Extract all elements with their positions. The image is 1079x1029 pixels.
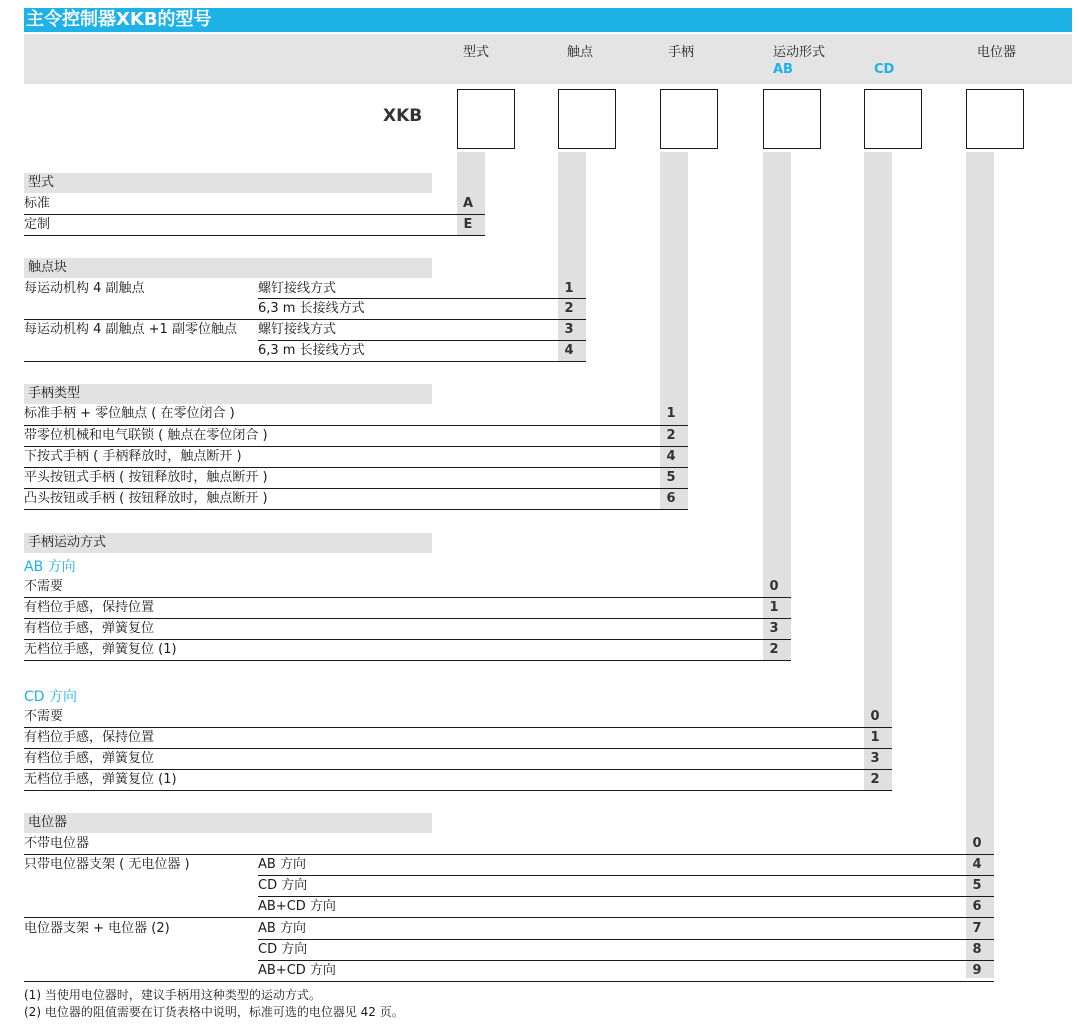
divider [258, 896, 994, 897]
pot-row-label: CD 方向 [258, 942, 308, 957]
motion-ab-row-label: 有档位手感，保持位置 [24, 600, 155, 615]
motion-cd-row-label: 有档位手感，弹簧复位 [24, 751, 155, 766]
strip-motion-cd [864, 152, 892, 790]
pot-row-label: AB 方向 [258, 921, 306, 936]
contact-row-code: 3 [564, 322, 574, 337]
type-row-label: 定制 [24, 217, 51, 232]
page-title: 主令控制器XKB的型号 [24, 8, 1072, 32]
section-heading-contact-block: 触点块 [24, 258, 432, 278]
column-head-type: 型式 [463, 45, 490, 60]
column-sub-ab: AB [773, 62, 793, 77]
section-heading-potentiometer: 电位器 [24, 813, 432, 833]
handle-row-label: 带零位机械和电气联锁 ( 触点在零位闭合 ) [24, 428, 268, 443]
divider [24, 660, 791, 661]
section-heading-handle-type: 手柄类型 [24, 384, 432, 404]
motion-cd-row-code: 1 [870, 730, 880, 745]
column-head-potentiometer: 电位器 [977, 45, 1017, 60]
column-header-band [24, 34, 1072, 84]
type-row-code: E [463, 217, 473, 232]
column-head-contacts: 触点 [567, 45, 594, 60]
contact-group-label: 每运动机构 4 副触点 [24, 281, 145, 296]
column-head-handle: 手柄 [668, 45, 695, 60]
divider [258, 340, 586, 341]
divider [24, 727, 892, 728]
contact-row-code: 2 [564, 301, 574, 316]
contact-row-label: 螺钉接线方式 [258, 281, 337, 296]
divider [24, 790, 892, 791]
handle-row-label: 凸头按钮或手柄 ( 按钮释放时，触点断开 ) [24, 491, 268, 506]
type-row-label: 标准 [24, 196, 51, 211]
code-box-type [457, 89, 515, 149]
handle-row-label: 标准手柄 + 零位触点 ( 在零位闭合 ) [24, 406, 235, 421]
footnote-1: (1) 当使用电位器时，建议手柄用这种类型的运动方式。 [24, 988, 321, 1002]
section-heading-type: 型式 [24, 173, 432, 193]
handle-row-label: 平头按钮式手柄 ( 按钮释放时，触点断开 ) [24, 470, 268, 485]
column-sub-cd: CD [874, 62, 895, 77]
divider [24, 467, 688, 468]
motion-cd-row-label: 有档位手感，保持位置 [24, 730, 155, 745]
motion-cd-row-code: 2 [870, 772, 880, 787]
code-box-motion-cd [864, 89, 922, 149]
divider [24, 981, 994, 982]
divider [24, 618, 791, 619]
motion-ab-row-code: 3 [769, 621, 779, 636]
pot-row-label: 不带电位器 [24, 836, 90, 851]
handle-row-code: 1 [666, 406, 676, 421]
code-box-motion-ab [763, 89, 821, 149]
pot-row-code: 5 [972, 878, 982, 893]
code-box-potentiometer [966, 89, 1024, 149]
contact-row-code: 1 [564, 281, 574, 296]
motion-cd-row-code: 0 [870, 709, 880, 724]
motion-ab-row-label: 有档位手感，弹簧复位 [24, 621, 155, 636]
contact-row-label: 6,3 m 长接线方式 [258, 301, 365, 316]
motion-ab-row-label: 无档位手感，弹簧复位 (1) [24, 642, 177, 657]
divider [258, 939, 994, 940]
divider [24, 214, 485, 215]
divider [24, 446, 688, 447]
divider [24, 319, 586, 320]
pot-row-code: 9 [972, 963, 982, 978]
column-head-motion: 运动形式 [773, 45, 826, 60]
handle-row-code: 4 [666, 449, 676, 464]
pot-row-label: AB+CD 方向 [258, 899, 336, 914]
divider [24, 235, 485, 236]
motion-cd-heading: CD 方向 [24, 689, 78, 705]
divider [258, 960, 994, 961]
code-box-contacts [558, 89, 616, 149]
footnote-2: (2) 电位器的阻值需要在订货表格中说明，标准可选的电位器见 42 页。 [24, 1005, 404, 1019]
motion-ab-row-code: 1 [769, 600, 779, 615]
handle-row-label: 下按式手柄 ( 手柄释放时，触点断开 ) [24, 449, 242, 464]
divider [24, 917, 994, 918]
contact-row-label: 6,3 m 长接线方式 [258, 343, 365, 358]
motion-ab-row-label: 不需要 [24, 579, 64, 594]
divider [258, 875, 994, 876]
pot-row-label: AB+CD 方向 [258, 963, 336, 978]
pot-group-label: 只带电位器支架 ( 无电位器 ) [24, 857, 190, 872]
pot-row-code: 6 [972, 899, 982, 914]
handle-row-code: 5 [666, 470, 676, 485]
pot-group-label: 电位器支架 + 电位器 (2) [24, 921, 170, 936]
divider [24, 425, 688, 426]
pot-row-code: 8 [972, 942, 982, 957]
model-prefix: XKB [383, 106, 423, 126]
pot-row-code: 7 [972, 921, 982, 936]
section-heading-motion: 手柄运动方式 [24, 533, 432, 553]
code-box-handle [660, 89, 718, 149]
divider [24, 769, 892, 770]
divider [258, 298, 586, 299]
pot-row-code: 4 [972, 857, 982, 872]
divider [24, 748, 892, 749]
motion-ab-row-code: 0 [769, 579, 779, 594]
contact-row-code: 4 [564, 343, 574, 358]
motion-cd-row-code: 3 [870, 751, 880, 766]
handle-row-code: 2 [666, 428, 676, 443]
divider [24, 597, 791, 598]
divider [24, 361, 586, 362]
divider [24, 639, 791, 640]
divider [24, 854, 994, 855]
motion-cd-row-label: 不需要 [24, 709, 64, 724]
pot-row-label: AB 方向 [258, 857, 306, 872]
pot-row-label: CD 方向 [258, 878, 308, 893]
divider [24, 488, 688, 489]
handle-row-code: 6 [666, 491, 676, 506]
motion-cd-row-label: 无档位手感，弹簧复位 (1) [24, 772, 177, 787]
motion-ab-heading: AB 方向 [24, 559, 76, 575]
motion-ab-row-code: 2 [769, 642, 779, 657]
divider [24, 509, 688, 510]
type-row-code: A [462, 196, 474, 211]
contact-group-label: 每运动机构 4 副触点 +1 副零位触点 [24, 322, 237, 337]
pot-row-code: 0 [972, 836, 982, 851]
contact-row-label: 螺钉接线方式 [258, 322, 337, 337]
